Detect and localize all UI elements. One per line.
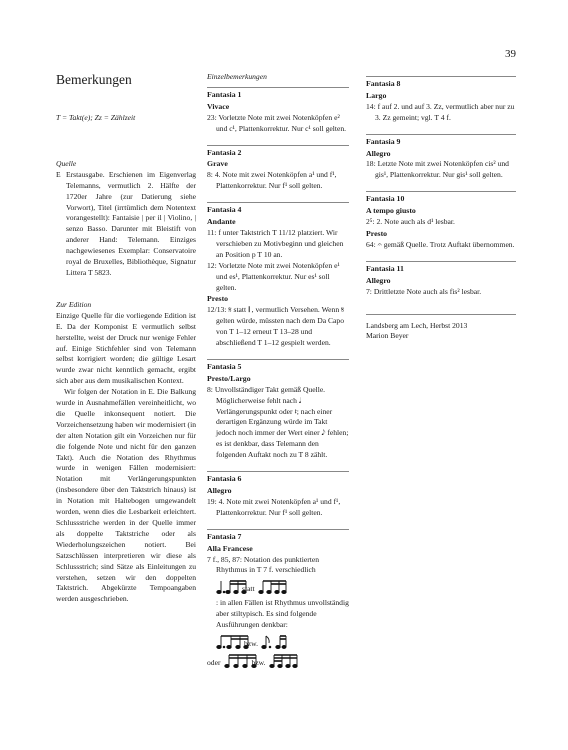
piece-title: Fantasia 5 [207,361,242,371]
piece-title: Fantasia 7 [207,531,242,541]
movement-title: Presto [366,228,388,238]
movement-title: Allegro [366,148,391,158]
measure-number: 12/13: [207,305,227,315]
remarks-list-middle [207,87,349,576]
rhythm-variant-d-icon [269,653,299,669]
measure-number: 64: [366,239,376,249]
movement-title: Presto/Largo [207,373,251,383]
piece-title: Fantasia 10 [366,194,405,204]
signature-block [366,314,516,343]
remark-entry [366,159,516,181]
piece-section [366,76,516,124]
remark-text: Notation des punktierten Rhythmus in T 7 f. verschiedlich [216,554,319,575]
movement-title: Andante [207,217,236,227]
measure-number: 7 f., 85, 87: [207,554,243,564]
piece-title: Fantasia 11 [366,263,404,273]
fantasia7-music-remark [207,579,349,669]
rhythm-variant-b-icon [261,634,287,650]
piece-title: Fantasia 8 [366,79,401,88]
remark-entry [207,497,349,519]
measure-number: 14: [366,101,376,111]
edition-paragraph: Einzige Quelle für die vorliegende Edition ist E. Da der Komponist E vermutlich selbst herstellte, weist der Druck nur wenige Fehler auf. Einige Stichfehler sind von Telemann selbst korrigiert worden; die gültige Lesart wurde zwar nicht kenntlich gemacht, ergibt sich aber aus dem musikalischen Kontext. [56,310,196,386]
signature-place-date: Landsberg am Lech, Herbst 2013 [366,320,468,330]
movement-title: A tempo giusto [366,206,416,216]
remark-entry [207,261,349,294]
remark-entry [366,217,516,228]
movement-title: Presto [207,294,229,304]
measure-number: 8: [207,384,213,394]
piece-section [207,202,349,349]
rhythm-example-row [216,579,349,595]
remark-entry [366,287,516,298]
measure-number: 2⁵: [366,217,375,227]
bzw-label: bzw. [244,639,259,649]
remark-text: 𝄐 gemäß Quelle. Trotz Auftakt übernommen. [377,239,515,249]
measure-number: 11: [207,227,217,237]
piece-section [366,261,516,298]
column-left [56,72,196,605]
piece-section [207,145,349,193]
piece-title: Fantasia 6 [207,474,242,484]
abbreviations-legend: T = Takt(e); Zz = Zählzeit [56,113,136,122]
remark-text: f unter Taktstrich T 11/12 platziert. Wir verschieben zu Motivbeginn und gleichen an Position p T 10 an. [216,227,344,259]
remark-entry [207,305,349,349]
measure-number: 18: [366,159,376,169]
movement-title: Allegro [207,486,232,495]
remark-text: 4. Note mit zwei Notenköpfen a¹ und f¹, Plattenkorrektur. Nur f¹ soll gelten. [216,496,341,517]
remark-text: Drittletzte Note auch als fis² lesbar. [373,286,482,296]
movement-title: Grave [207,159,228,169]
piece-section [207,359,349,461]
measure-number: 7: [366,286,372,296]
piece-section [366,191,516,251]
remark-entry [366,240,516,251]
remark-entry [207,555,349,577]
remark-text: 𝄋 statt 𝄂 , vermutlich Versehen. Wenn 𝄋 gelten würde, müssten nach dem Da Capo von T 1–12 erneut T 13–28 und abschließend T 1–12 gespielt werden. [216,305,345,348]
bzw-label: bzw. [251,658,266,668]
remark-entry [207,113,349,135]
column-right [366,72,516,342]
piece-title: Fantasia 4 [207,205,242,215]
fantasia7-explanation: : in allen Fällen ist Rhythmus unvollständig aber stiltypisch. Es sind folgende Ausführungen denkbar: [216,598,349,630]
measure-number: 12: [207,260,217,270]
signature-author: Marion Beyer [366,331,409,341]
measure-number: 19: [207,496,217,506]
piece-section [207,471,349,519]
page-number: 39 [505,48,516,60]
movement-title: Alla Francese [207,543,253,553]
remark-entry [366,102,516,124]
measure-number: 23: [207,112,217,122]
source-siglum: E [56,169,61,179]
source-description: Erstausgabe. Erschienen im Eigenverlag Telemanns, vermutlich 2. Hälfte der 1720er Jahre (zur Datierung siehe Vorwort), Titel (irrtümlich dem Notentext vorangestellt): Fantaisie | per il | Violino, | senzo Basso. Darunter mit Bleistift von anderer Hand: Telemann. Einziges nachgewiesenes Exemplar: Conservatoire royal de Bruxelles, Bibliothèque, Signatur Littera T 5823. [66,169,196,277]
einzelbemerkungen-heading: Einzelbemerkungen [207,72,267,81]
page-title: Bemerkungen [56,72,132,87]
movement-title: Allegro [366,275,391,285]
remark-entry [207,385,349,461]
movement-title: Largo [366,90,387,100]
remark-text: Unvollständiger Takt gemäß Quelle. Möglicherweise fehlt nach 𝅘𝅥 Verlängerungspunkt oder 𝄽; nach einer derartigen Ergänzung würde im Takt jedoch noch immer der Wert einer 𝅘𝅥𝅮 fehlen; es ist denkbar, dass Telemann den folgenden Auftakt noch zu T 8 zählt. [214,384,349,460]
rhythm-variants-row-1 [216,634,349,650]
piece-section [366,134,516,182]
piece-section [207,529,349,577]
rhythm-variants-row-2 [207,653,349,669]
remark-text: f auf 2. und auf 3. Zz, vermutlich aber nur zu 3. Zz gemeint; vgl. T 4 f. [375,101,515,122]
remark-text: Vorletzte Note mit zwei Notenköpfen e¹ und es¹, Plattenkorrektur. Nur es¹ soll gelten. [216,260,340,292]
remark-text: 2. Note auch als d¹ lesbar. [376,217,455,227]
remark-entry [207,170,349,192]
remark-text: Vorletzte Note mit zwei Notenköpfen e² und c¹, Plattenkorrektur. Nur c¹ soll gelten. [216,112,347,133]
column-middle [207,72,349,672]
remark-entry [207,228,349,261]
remarks-list-right [366,76,516,298]
edition-paragraph: Wir folgen der Notation in E. Die Balkung wurde in Ausnahmefällen vereinheitlicht, wo die Quelle inkonsequent notiert. Die Vorzeichensetzung haben wir modernisiert (in der alten Notation gilt ein Vorzeichen nur für die folgende Note und nicht für den ganzen Takt). Auch die Notation des Rhythmus wurde in wenigen Fällen modernisiert: Notation mit Verlängerungspunkten (insbesondere über den Taktstrich hinaus) ist in Notation mit Haltebogen umgewandelt worden, wenn dies die Lesbarkeit erleichtert. Schlussstriche werden in der Quelle immer als doppelte Taktstriche oder als Wiederholungszeichen notiert. Bei Satzschlüssen interpretieren wir diese als Schlussstrich; sind Sätze als Einleitungen zu verstehen, setzen wir den doppelten Taktstrich. Abgekürzte Tempoangaben werden ausgeschrieben. [56,387,196,604]
piece-title: Fantasia 9 [366,136,401,146]
source-entry [56,170,196,279]
quelle-heading: Quelle [56,158,77,168]
piece-title: Fantasia 2 [207,147,242,157]
movement-title: Vivace [207,101,230,111]
piece-section [207,87,349,135]
remark-text: 4. Note mit zwei Notenköpfen a¹ und f¹, Plattenkorrektur. Nur f¹ soll gelten. [214,170,337,191]
statt-label: statt [242,584,255,594]
alternate-rhythm-notation-icon [258,579,288,595]
piece-title: Fantasia 1 [207,89,242,99]
measure-number: 8: [207,170,213,180]
zur-edition-heading: Zur Edition [56,299,92,309]
remark-text: Letzte Note mit zwei Notenköpfen cis² und gis¹, Plattenkorrektur. Nur gis¹ soll gelten. [375,159,509,180]
oder-label: oder [207,658,221,668]
